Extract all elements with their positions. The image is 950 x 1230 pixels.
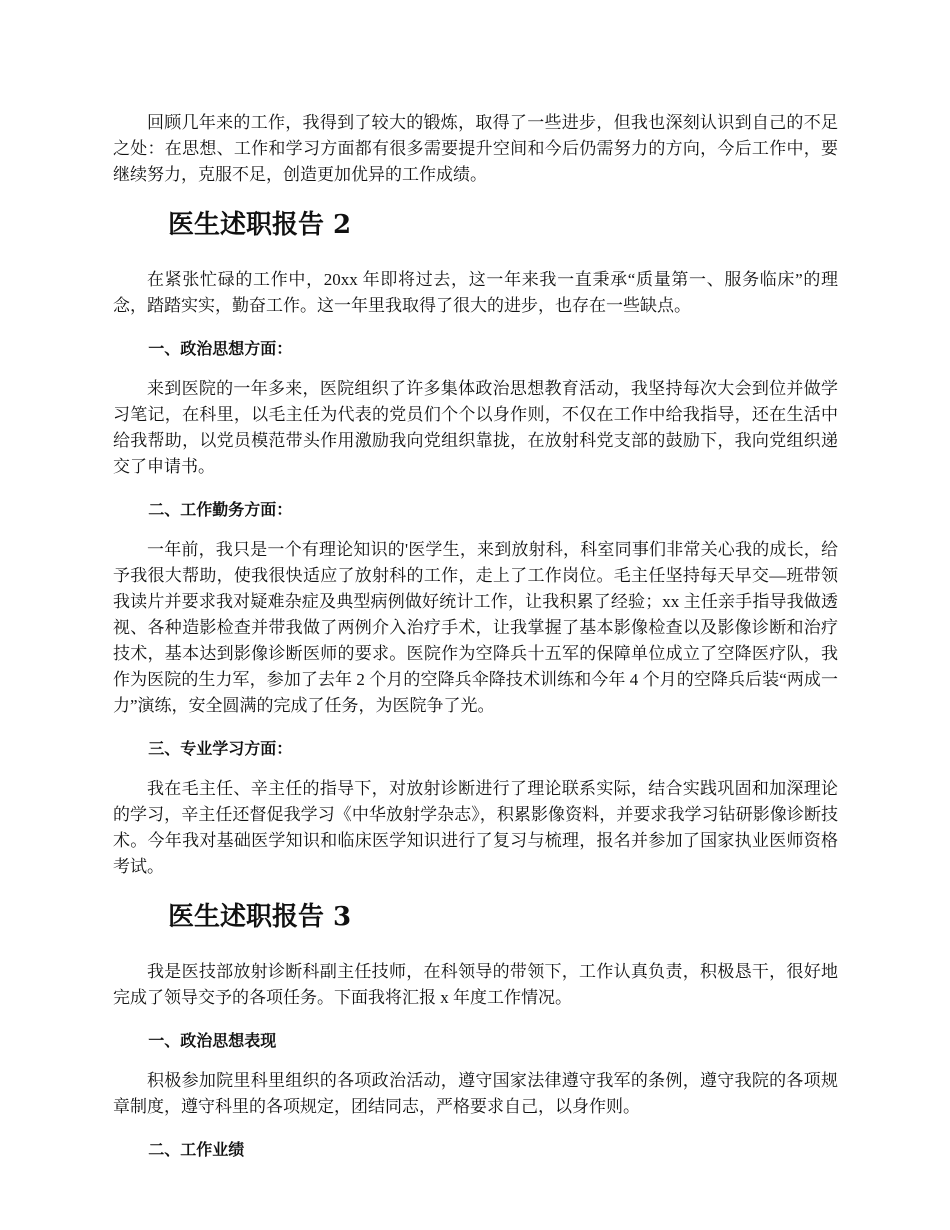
- report-2-section-2-heading: 二、工作勤务方面：: [148, 500, 293, 519]
- intro-paragraph: 回顾几年来的工作，我得到了较大的锻炼，取得了一些进步，但我也深刻认识到自己的不足之处：在思想、工作和学习方面都有很多需要提升空间和今后仍需努力的方向，今后工作中，要继续努力，克服不足，创造更加优异的工作成绩。: [113, 113, 838, 184]
- report-3-section-1-body: 积极参加院里科里组织的各项政治活动，遵守国家法律遵守我军的条例，遵守我院的各项规章制度，遵守科里的各项规定，团结同志，严格要求自己，以身作则。: [113, 1071, 838, 1116]
- report-2-section-3-body: 我在毛主任、辛主任的指导下，对放射诊断进行了理论联系实际，结合实践巩固和加深理论的学习，辛主任还督促我学习《中华放射学杂志》，积累影像资料，并要求我学习钻研影像诊断技术。今年我对基础医学知识和临床医学知识进行了复习与梳理，报名并参加了国家执业医师资格考试。: [113, 779, 838, 876]
- report-3-intro: 我是医技部放射诊断科副主任技师，在科领导的带领下，工作认真负责，积极恳干，很好地完成了领导交予的各项任务。下面我将汇报 x 年度工作情况。: [113, 962, 838, 1007]
- report-2-section-1-body: 来到医院的一年多来，医院组织了许多集体政治思想教育活动，我坚持每次大会到位并做学习笔记，在科里，以毛主任为代表的党员们个个以身作则，不仅在工作中给我指导，还在生活中给我帮助，以党员模范带头作用激励我向党组织靠拢，在放射科党支部的鼓励下，我向党组织递交了申请书。: [113, 379, 838, 476]
- report-2-intro: 在紧张忙碌的工作中，20xx 年即将过去，这一年来我一直秉承“质量第一、服务临床”的理念，踏踏实实，勤奋工作。这一年里我取得了很大的进步，也存在一些缺点。: [113, 270, 838, 315]
- report-3-title: 医生述职报告 3: [168, 902, 352, 932]
- report-3-section-1-heading: 一、政治思想表现: [148, 1031, 277, 1050]
- report-2-section-2-body: 一年前，我只是一个有理论知识的'医学生，来到放射科，科室同事们非常关心我的成长，给予我很大帮助，使我很快适应了放射科的工作，走上了工作岗位。毛主任坚持每天早交—班带领我读片并要求我对疑难杂症及典型病例做好统计工作，让我积累了经验；xx 主任亲手指导我做透视、各种造影检查并带我做了两例介入治疗手术，让我掌握了基本影像检查以及影像诊断和治疗技术，基本达到影像诊断医师的要求。医院作为空降兵十五军的保障单位成立了空降医疗队，我作为医院的生力军，参加了去年 2 个月的空降兵伞降技术训练和今年 4 个月的空降兵后装“两成一力”演练，安全圆满的完成了任务，为医院争了光。: [113, 540, 838, 715]
- report-2-section-1-heading: 一、政治思想方面：: [148, 339, 293, 358]
- report-2-section-3-heading: 三、专业学习方面：: [148, 739, 293, 758]
- report-2-title: 医生述职报告 2: [168, 210, 352, 240]
- document-page: [113, 110, 838, 1177]
- report-3-section-2-heading: 二、工作业绩: [148, 1140, 245, 1159]
